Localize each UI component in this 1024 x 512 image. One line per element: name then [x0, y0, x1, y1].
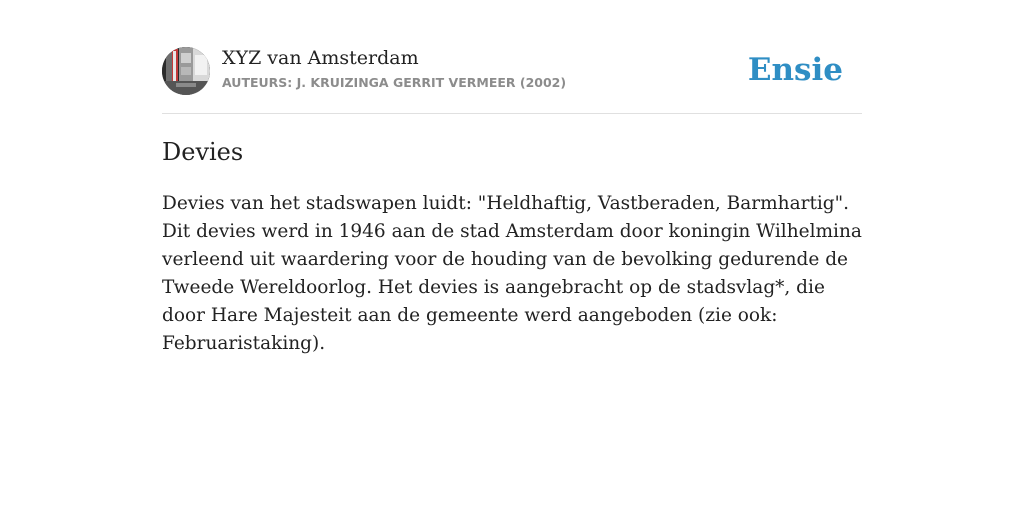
- book-title[interactable]: XYZ van Amsterdam: [222, 47, 419, 69]
- entry-body: Devies van het stadswapen luidt: "Heldhaftig, Vastberaden, Barmhartig". Dit devies werd in 1946 aan de stad Amsterdam door koningin Wilhelmina verleend uit waardering voor de houding van de bevolking gedurende de Tweede Wereldoorlog. Het devies is aangebracht op de stadsvlag*, die door Hare Majesteit aan de gemeente werd aangeboden (zie ook: Februaristaking).: [162, 193, 862, 354]
- entry-title: Devies: [162, 138, 244, 166]
- book-cover-image: [162, 47, 210, 95]
- entry-header: [162, 46, 862, 96]
- book-cover-avatar[interactable]: [162, 47, 210, 95]
- header-divider: [162, 113, 862, 114]
- ensie-logo[interactable]: Ensie: [747, 52, 843, 88]
- book-authors: AUTEURS: J. KRUIZINGA GERRIT VERMEER (2002): [222, 75, 567, 90]
